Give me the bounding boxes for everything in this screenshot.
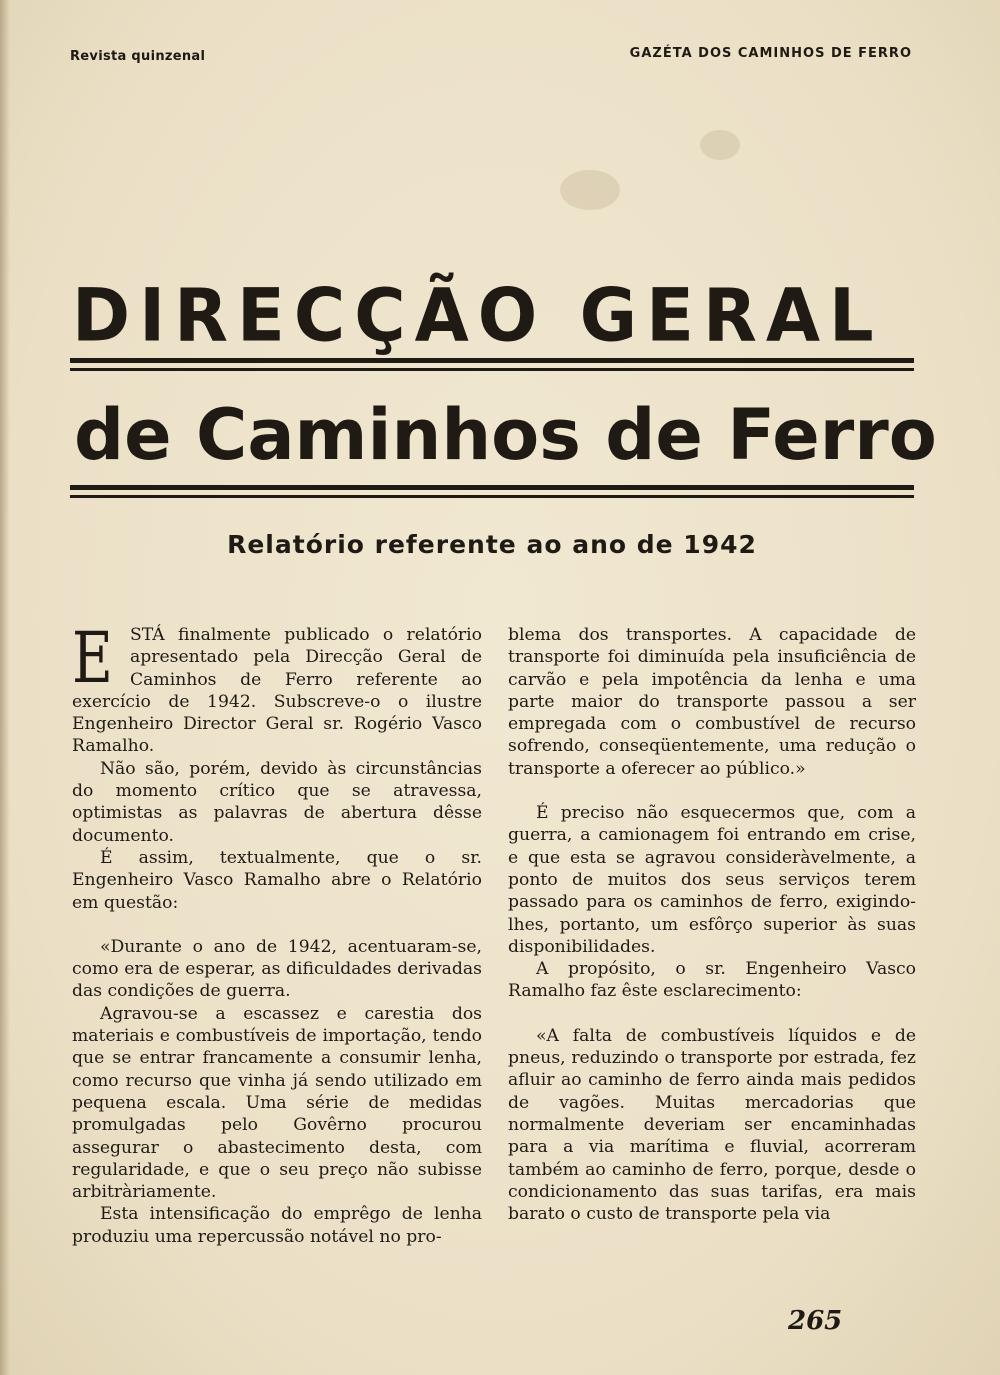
drop-cap: E [72,617,113,699]
paragraph: Não são, porém, devido às circunstâncias do momento crítico que se atravessa, optimistas as palavras de abertura dêsse documento. [72,758,482,846]
quote-paragraph: «Durante o ano de 1942, acentuaram-se, como era de esperar, as dificuldades derivadas das condições de guerra. [72,936,482,1002]
main-title-line2: de Caminhos de Ferro [74,394,937,476]
title-rule-thick-lower [70,485,914,490]
title-rule-thick [70,358,914,363]
paragraph: Esta intensificação do emprêgo de lenha produziu uma repercussão notável no pro- [72,1204,482,1247]
title-rule-thin [70,368,914,371]
running-header-right: GAZÉTA DOS CAMINHOS DE FERRO [629,46,912,61]
paper-stain [700,130,740,160]
paragraph: Agravou-se a escassez e carestia dos materiais e combustíveis de importação, tendo que se entrar francamente a consumir lenha, como recurso que vinha já sendo utilizado em pequena escala. Uma série de medidas promulgadas pelo Govêrno procurou assegurar o abastecimento desta, com regularidade, e que o seu preço não subisse arbitràriamente. [72,1003,482,1203]
paragraph: A propósito, o sr. Engenheiro Vasco Ramalho faz êste esclarecimento: [508,959,916,1002]
article-subtitle: Relatório referente ao ano de 1942 [227,530,757,559]
page-spine-shadow [0,0,10,1375]
paragraph: STÁ finalmente publicado o relatório apresentado pela Direcção Geral de Caminhos de Ferro referente ao exercício de 1942. Subscreve-o o ilustre Engenheiro Director Geral sr. Rogério Vasco Ramalho. [72,625,482,757]
paragraph: blema dos transportes. A capacidade de transporte foi diminuída pela insuficiência de carvão e pela impotência da lenha e uma parte maior do transporte passou a ser empregada com o combustível de recurso sofrendo, conseqüentemente, uma redução o transporte a oferecer ao público.» [508,625,916,779]
text-column-left [72,617,482,1248]
paragraph: É preciso não esquecermos que, com a guerra, a camionagem foi entrando em crise, e que esta se agravou consideràvelmente, a ponto de muitos dos seus serviços terem passado para os caminhos de ferro, exigindo-lhes, portanto, um esfôrço superior às suas disponibilidades. [508,803,916,957]
quote-paragraph: «A falta de combustíveis líquidos e de pneus, reduzindo o transporte por estrada, fez afluir ao caminho de ferro ainda mais pedidos de vagões. Muitas mercadorias que normalmente deveriam ser encaminhadas para a via marítima e fluvial, acorreram também ao caminho de ferro, porque, desde o condicionamento das suas tarifas, era mais barato o custo de transporte pela via [508,1025,916,1225]
text-column-right [508,624,916,1225]
paper-stain [560,170,620,210]
title-rule-thin-lower [70,495,914,498]
paragraph: É assim, textualmente, que o sr. Engenheiro Vasco Ramalho abre o Relatório em questão: [72,847,482,913]
main-title-line1: DIRECÇÃO GERAL [72,272,883,359]
running-header-left: Revista quinzenal [70,49,206,64]
page-number: 265 [788,1306,843,1336]
